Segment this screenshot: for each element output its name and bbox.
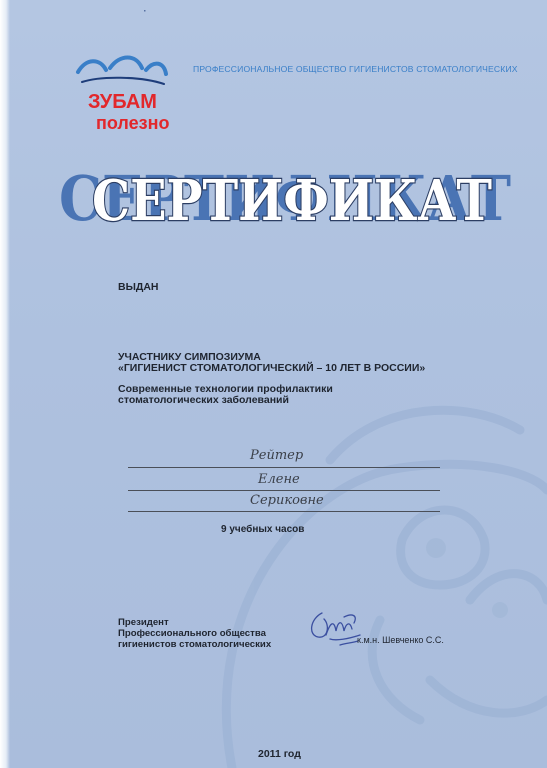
president-org-line: Профессионального общества (118, 628, 266, 639)
society-logo (30, 10, 205, 140)
first-name-underline (128, 490, 440, 491)
participant-line: УЧАСТНИКУ СИМПОЗИУМА (118, 351, 261, 363)
organization-header: ПРОФЕССИОНАЛЬНОЕ ОБЩЕСТВО ГИГИЕНИСТОВ СТОМАТОЛОГИЧЕСКИХ (193, 64, 518, 74)
tooth-smile-icon (78, 58, 166, 75)
logo-emblem (30, 10, 205, 140)
patronymic-underline (128, 511, 440, 512)
topic-line-1: Современные технологии профилактики (118, 383, 333, 395)
logo-brand-line2: полезно (96, 113, 170, 133)
recipient-surname: Рейтер (250, 448, 304, 463)
hours-count: 9 учебных часов (221, 524, 305, 535)
logo-brand-line1: ЗУБАМ (88, 91, 157, 113)
topic-line-2: стоматологических заболеваний (118, 394, 289, 406)
title-text: СЕРТИФИКАТ (92, 168, 493, 234)
signatory-name: к.м.н. Шевченко С.С. (357, 635, 444, 645)
recipient-patronymic: Сериковне (250, 493, 324, 508)
president-title: Президент (118, 617, 169, 628)
title-shadow: СЕРТИФИКАТ (59, 162, 511, 235)
president-org-line-2: гигиенистов стоматологических (118, 639, 272, 650)
issue-year: 2011 год (258, 748, 301, 760)
surname-underline (128, 467, 440, 468)
event-title: «ГИГИЕНИСТ СТОМАТОЛОГИЧЕСКИЙ – 10 ЛЕТ В РОССИИ» (118, 362, 426, 374)
recipient-first-name: Елене (258, 472, 300, 487)
logo-arc-text (30, 10, 205, 12)
certificate-title (52, 158, 522, 238)
page-edge (0, 0, 10, 768)
issued-label: ВЫДАН (118, 281, 159, 293)
